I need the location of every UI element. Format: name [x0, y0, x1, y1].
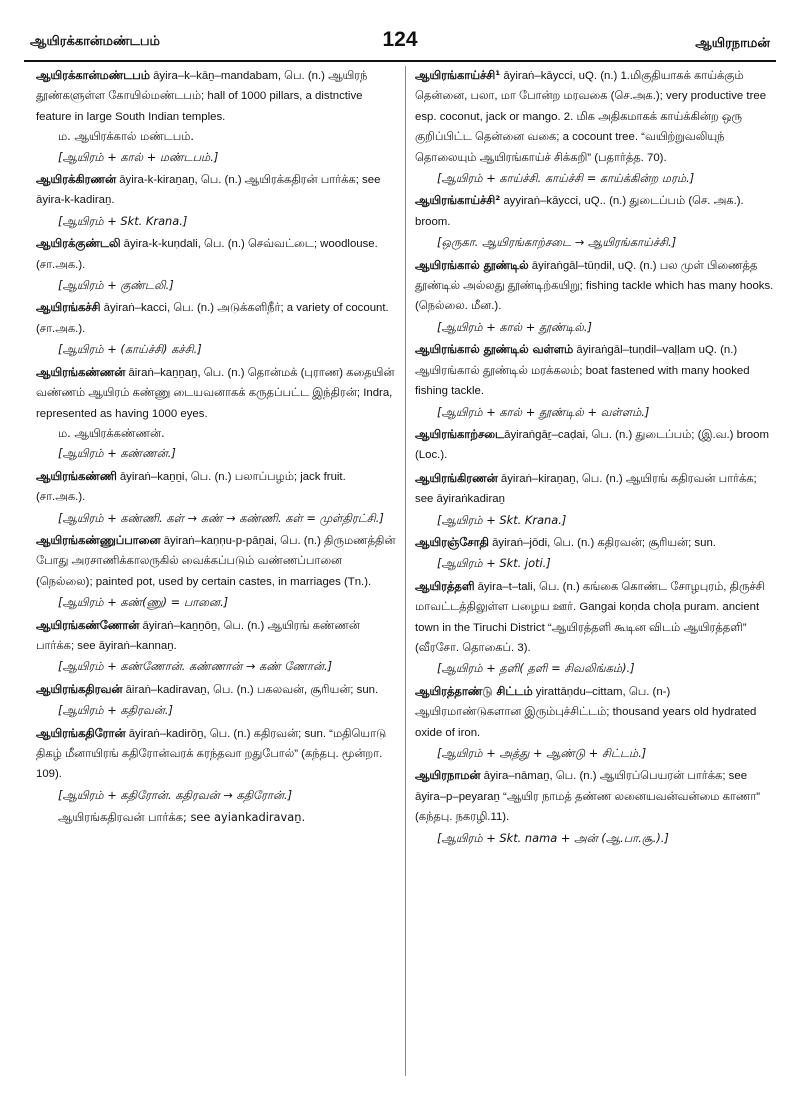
- entry-body: āyiraṅ–kaṉṉi, பெ. (n.) பலாப்பழம்; jack fruit. (சா.அக.).: [36, 470, 346, 504]
- entry-etymology: [ஆயிரம் + Skt. nama + அன் (ஆ.பா.சூ.).]: [437, 830, 669, 845]
- entry-etymology: [ஆயிரம் + (காய்ச்சி) கச்சி.]: [58, 342, 202, 357]
- entry-body: āyira–k–kāṉ–mandabam, பெ. (n.) ஆயிரந் தூண்களுள்ள கோயில்மண்டபம்; hall of 1000 pillars, a distnctive feature in large South Indian temples.: [36, 70, 368, 123]
- dictionary-entry: [415, 66, 775, 188]
- entry-etymology: [ஆயிரம் + கதிரோன். கதிரவன் → கதிரோன்.]: [58, 787, 293, 802]
- entry-body: āiraṅ–kadiravaṉ, பெ. (n.) பகலவன், சூரியன்; sun.: [122, 683, 379, 696]
- entry-definition: [36, 66, 396, 127]
- entry-body: āiraṅ–kaṉṉaṉ, பெ. (n.) தொன்மக் (புராண) கதையின் வண்ணம் ஆயிரம் கண்ணு டையவனாகக் கருதப்பட்ட இந்திரன்; Indra, represented as having 1000 eyes.: [36, 366, 395, 420]
- entry-body: āyiraṅgāṟ–caḍai, பெ. (n.) துடைப்பம்; (இ.வ.) broom (Loc.).: [415, 428, 769, 462]
- entry-headword: ஆயிரங்காய்ச்சி¹: [415, 68, 501, 82]
- entry-etymology: [ஆயிரம் + கண்ணன்.]: [58, 446, 176, 461]
- entry-headword: ஆயிரங்கால் தூண்டில் வள்ளம்: [415, 342, 574, 357]
- entry-definition: [36, 467, 396, 508]
- entry-headword: ஆயிரஞ்சோதி: [415, 534, 489, 549]
- entry-headword: ஆயிரக்கான்மண்டபம்: [36, 68, 150, 82]
- entry-definition: [36, 616, 396, 657]
- entry-headword: ஆயிரங்கண்ணுப்பானை: [36, 532, 161, 547]
- entry-body: āyiraṅ–kaṉṉōṉ, பெ. (n.) ஆயிரங் கண்ணன் பார்க்க; see āyiraṅ–kannaṉ.: [36, 619, 360, 652]
- entry-definition: [415, 766, 775, 827]
- entry-headword: ஆயிரங்கச்சி: [36, 300, 101, 315]
- dictionary-entry: [415, 682, 775, 764]
- entry-body: yirattāṇdu–cittam, பெ. (n-) ஆயிரமாண்டுகளான இரும்புச்சிட்டம்; thousand years old hydrated oxide of iron.: [415, 685, 757, 739]
- entry-etymology: [ஆயிரம் + குண்டலி.]: [58, 278, 174, 293]
- dictionary-entry: [415, 577, 775, 679]
- dictionary-entry: [36, 616, 396, 677]
- entry-definition: [415, 191, 775, 232]
- entry-definition: [415, 66, 775, 168]
- column-divider: [405, 66, 406, 1076]
- entry-body: āyiraṅgāl–tūṇdil, uQ. (n.) பல முள் பிணைத்த தூண்டில் அல்லது தூண்டிற்கயிறு; fishing tackle which has many hooks. (நெல்லை. மீன.).: [415, 259, 774, 313]
- entry-body: āyiraṅgāl–tuṇdil–vaḷḷam uQ. (n.) ஆயிரங்கால் தூண்டில் மரக்கலம்; boat fastened with many hooked fishing tackle.: [415, 344, 750, 398]
- dictionary-entry: [415, 533, 775, 574]
- entry-definition: [36, 531, 396, 592]
- entry-definition: [36, 363, 396, 424]
- entry-headword: ஆயிரத்தளி: [415, 578, 475, 593]
- entry-body: āyira-k-kuṇdali, பெ. (n.) செவ்வட்டை; woodlouse. (சா.அக.).: [36, 238, 378, 271]
- entry-headword: ஆயிரங்கதிரவன்: [36, 681, 123, 696]
- entry-body: ayyiraṅ–kāycci, uQ.. (n.) துடைப்பம் (செ. அக.). broom.: [415, 195, 744, 228]
- entry-headword: ஆயிரங்காற்சடை: [415, 426, 505, 441]
- entry-cross-reference: ஆயிரங்கதிரவன் பார்க்க; see ayiankadiravaṉ.: [58, 810, 306, 825]
- entry-definition: [415, 682, 775, 743]
- entry-definition: [36, 234, 396, 275]
- dictionary-entry: [415, 191, 775, 252]
- entry-headword: ஆயிரத்தாண்டு சிட்டம்: [415, 683, 533, 698]
- entry-etymology: [ஆயிரம் + தளி( தளி = சிவலிங்கம்).]: [437, 661, 635, 676]
- entry-definition: [415, 469, 775, 510]
- entry-etymology: [ஆயிரம் + கதிரவன்.]: [58, 703, 173, 718]
- entry-headword: ஆயிரக்கிரணன்: [36, 172, 117, 187]
- entry-etymology: [ஆயிரம் + கண்ணி. கள் → கண் → கண்ணி. கள் = முள்திரட்சி.]: [58, 510, 384, 525]
- entry-etymology: [ஆயிரம் + அத்து + ஆண்டு + சிட்டம்.]: [437, 746, 647, 760]
- dictionary-entry: [36, 298, 396, 359]
- dictionary-entry: [415, 425, 775, 466]
- entry-definition: [415, 340, 775, 401]
- dictionary-entry: [36, 66, 396, 167]
- entry-cross-reference: ம. ஆயிரக்கண்ணன்.: [58, 425, 165, 440]
- dictionary-entry: [36, 170, 396, 231]
- running-head: [24, 26, 776, 62]
- entry-headword: ஆயிரங்கண்ணன்: [36, 364, 126, 379]
- dictionary-entry: [36, 724, 396, 806]
- right-guide-word: ஆயிரநாமன்: [695, 36, 770, 51]
- dictionary-entry: [36, 808, 396, 827]
- left-guide-word: ஆயிரக்கான்மண்டபம்: [30, 34, 161, 49]
- entry-definition: [415, 533, 775, 553]
- dictionary-entry: [415, 766, 775, 848]
- entry-etymology: [ஆயிரம் + Skt. Krana.]: [58, 213, 188, 228]
- entry-definition: [36, 680, 396, 700]
- left-column: [36, 66, 396, 831]
- entry-headword: ஆயிரங்கால் தூண்டில்: [415, 257, 529, 272]
- entry-headword: ஆயிரநாமன்: [415, 768, 481, 783]
- entry-body: āyira–t–tali, பெ. (n.) கங்கை கொண்ட சோழபுரம், திருச்சி மாவட்டத்திலுள்ள பழைய ஊர். Gangai koṇda choḷa puram. ancient town in the Tiruchi District “ஆயிரத்தளி கூடின விடம் ஆயிரத்தளி” (வீரசோ. தொகைப். 3).: [415, 580, 765, 654]
- entry-body: āyira-k-kiraṉaṉ, பெ. (n.) ஆயிரக்கதிரன் பார்க்க; see āyira-k-kadiraṉ.: [36, 174, 381, 207]
- entry-headword: ஆயிரங்கதிரோன்: [36, 725, 126, 740]
- entry-etymology: [ஆயிரம் + Skt. joti.]: [437, 556, 551, 571]
- dictionary-entry: [36, 234, 396, 295]
- entry-body: āyiraṅ–jōdi, பெ. (n.) கதிரவன்; சூரியன்; sun.: [488, 536, 716, 549]
- entry-headword: ஆயிரங்கண்ணி: [36, 468, 117, 483]
- entry-definition: [415, 425, 775, 466]
- dictionary-entry: [36, 680, 396, 721]
- entry-headword: ஆயிரங்கண்ணோன்: [36, 617, 140, 632]
- entry-definition: [36, 298, 396, 339]
- entry-etymology: [ஆயிரம் + காய்ச்சி. காய்ச்சி = காய்க்கின்ற மரம்.]: [437, 171, 695, 186]
- dictionary-entry: [415, 469, 775, 530]
- dictionary-entry: [36, 363, 396, 464]
- page-number: 124: [382, 28, 418, 51]
- entry-etymology: [ஆயிரம் + Skt. Krana.]: [437, 512, 567, 527]
- entry-definition: [36, 170, 396, 211]
- entry-body: āyiraṅ–kadirōṉ, பெ. (n.) கதிரவன்; sun. “மதியொடு திகழ் மீனாயிரங் கதிரோன்வரக் கரந்தவா றதுபோல்” (கந்தபு. மூன்றா. 109).: [36, 727, 387, 781]
- entry-etymology: [ஆயிரம் + கால் + மண்டபம்.]: [58, 149, 219, 164]
- entry-headword: ஆயிரங்கிரணன்: [415, 470, 498, 485]
- entry-definition: [415, 256, 775, 317]
- entry-body: āyiraṅ–kaṇṇu-p-pāṉai, பெ. (n.) திருமணத்தின் போது அரசாணிக்காலருகில் வைக்கப்படும் வண்ணப்பானை (நெல்லை); painted pot, used by certain castes, in marriages (Tn.).: [36, 534, 396, 588]
- right-column: [415, 66, 775, 851]
- entry-body: āyira–nāmaṉ, பெ. (n.) ஆயிரப்பெயரன் பார்க்க; see āyira–p–peyaraṉ “ஆயிர நாமத் தண்ண லனையவன்வன்மை காணா” (கந்தபு. நகரழி.11).: [415, 770, 761, 824]
- dictionary-entry: [415, 256, 775, 338]
- entry-etymology: [ஆயிரம் + கால் + தூண்டில்.]: [437, 319, 592, 334]
- entry-etymology: [ஆயிரம் + கால் + தூண்டில் + வள்ளம்.]: [437, 404, 650, 419]
- dictionary-entry: [36, 531, 396, 613]
- entry-headword: ஆயிரங்காய்ச்சி²: [415, 193, 501, 208]
- entry-body: āyiraṅ–kacci, பெ. (n.) அடுக்களிநீர்; a variety of cocount. (சா.அக.).: [36, 302, 389, 335]
- dictionary-entry: [415, 340, 775, 422]
- entry-headword: ஆயிரக்குண்டலி: [36, 236, 121, 251]
- entry-etymology: [ஆயிரம் + கண்(ணு) = பானை.]: [58, 595, 229, 610]
- dictionary-entry: [36, 467, 396, 528]
- entry-cross-reference: ம. ஆயிரக்கால் மண்டபம்.: [58, 129, 194, 144]
- entry-etymology: [ஒருகா. ஆயிரங்காற்சடை → ஆயிரங்காய்ச்சி.]: [437, 235, 677, 250]
- entry-definition: [36, 724, 396, 785]
- entry-body: āyiraṅ–kiraṉaṉ, பெ. (n.) ஆயிரங் கதிரவன் பார்க்க; see āyiraṅkadiraṉ: [415, 472, 757, 506]
- entry-body: āyiraṅ–kāycci, uQ. (n.) 1.மிகுதியாகக் காய்க்கும் தென்னை, பலா, மா போன்ற மரவகை (செ.அக.); very productive tree esp. coconut, jack or mango. 2. மிக அதிகமாகக் காய்க்கின்ற ஒரு குறிப்பிட்ட தென்னை வகை; a cocount tree. “வயிற்றுவலியுந் தொலையும் ஆயிரங்காய்ச் சிக்கறி” (பதார்த்த. 70).: [415, 70, 767, 164]
- entry-definition: [415, 577, 775, 659]
- entry-etymology: [ஆயிரம் + கண்ணோன். கண்ணான் → கண் ணோன்.]: [58, 659, 333, 674]
